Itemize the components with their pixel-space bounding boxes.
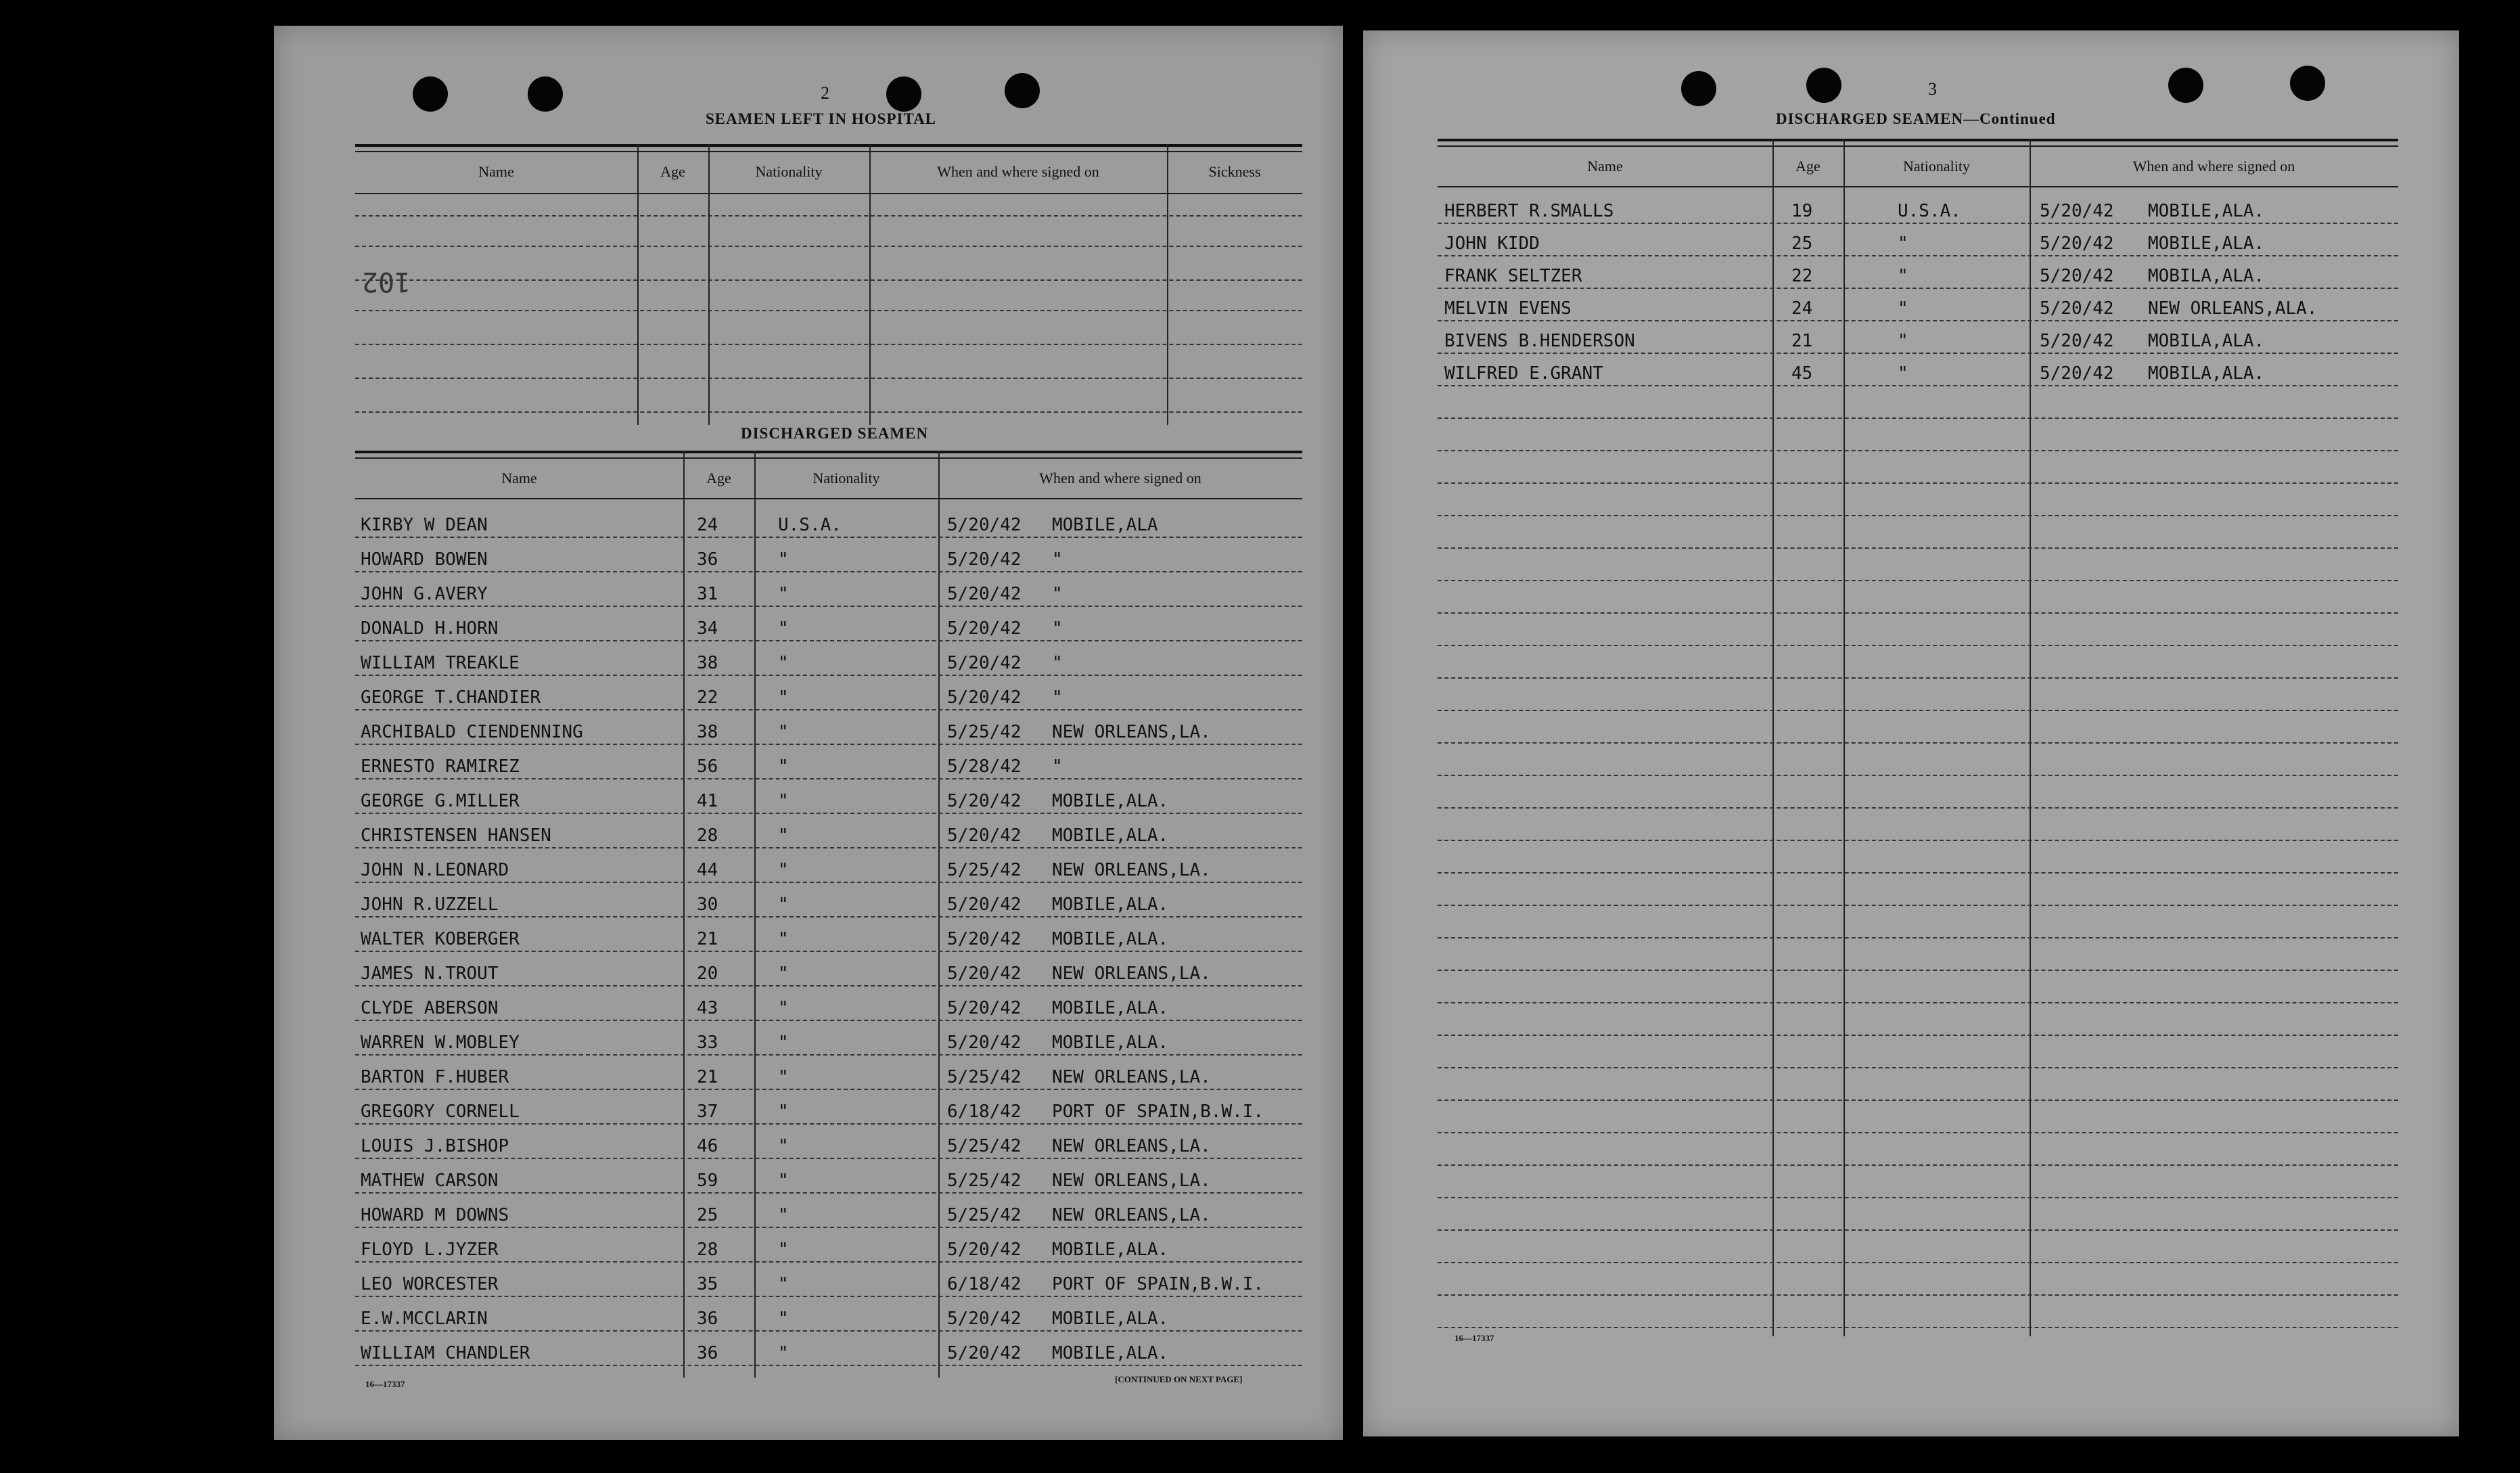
cell-nationality: " [778,964,789,984]
cell-name: JOHN G.AVERY [361,584,488,604]
col-header-age: Age [1795,158,1820,175]
col-header-nationality: Nationality [812,470,880,486]
cell-age: 46 [697,1136,718,1156]
punch-hole [1005,73,1040,108]
table-row [355,815,1302,850]
table-row [355,608,1302,643]
cell-date: 5/20/42 [2040,266,2114,286]
cell-place: MOBILE,ALA. [1052,791,1169,811]
cell-nationality: " [778,1274,789,1294]
discharged-table [355,451,1302,1378]
table-row [355,746,1302,781]
cell-date: 5/20/42 [947,1309,1022,1329]
cell-place: MOBILE,ALA. [1052,1240,1169,1260]
cell-date: 5/20/42 [947,618,1022,639]
cell-date: 5/25/42 [947,1171,1022,1191]
cell-nationality: " [778,860,789,880]
cell-age: 28 [697,825,718,846]
cell-age: 36 [697,1343,718,1363]
table-row [1438,323,2398,355]
table-row [355,1160,1302,1195]
cell-nationality: " [778,1102,789,1122]
table-row [355,919,1302,953]
cell-name: FLOYD L.JYZER [361,1240,499,1260]
table-row [355,539,1302,574]
cell-age: 20 [697,964,718,984]
right-page [1363,30,2459,1436]
cell-name: HOWARD BOWEN [361,549,488,570]
cell-date: 5/20/42 [947,687,1022,708]
punch-hole [2290,66,2325,101]
cell-nationality: " [778,584,789,604]
cell-name: WILLIAM TREAKLE [361,653,520,673]
cell-date: 5/20/42 [947,549,1022,570]
cell-place: " [1052,687,1063,708]
col-header-name: Name [1587,158,1623,175]
cell-date: 5/20/42 [947,825,1022,846]
cell-nationality: " [778,791,789,811]
table-row [1438,225,2398,258]
cell-place: NEW ORLEANS,LA. [1052,964,1211,984]
cell-place: " [1052,549,1063,570]
cell-name: WALTER KOBERGER [361,929,520,949]
cell-date: 5/20/42 [2040,298,2114,319]
cell-place: " [1052,618,1063,639]
punch-hole [1806,68,1841,103]
cell-date: 5/20/42 [947,1033,1022,1053]
discharged-section-title: DISCHARGED SEAMEN [741,425,929,442]
cell-name: LOUIS J.BISHOP [361,1136,509,1156]
cell-name: LEO WORCESTER [361,1274,499,1294]
table-row [355,677,1302,712]
cell-nationality: " [778,825,789,846]
table-row [355,884,1302,919]
cell-age: 19 [1791,201,1813,221]
cell-place: MOBILE,ALA. [1052,1343,1169,1363]
cell-nationality: " [778,1205,789,1225]
col-header-name: Name [501,470,537,486]
cell-date: 5/20/42 [2040,201,2114,221]
cell-nationality: U.S.A. [1898,201,1961,221]
cell-place: MOBILE,ALA. [1052,894,1169,915]
table-row [1438,355,2398,388]
cell-age: 28 [697,1240,718,1260]
col-header-name: Name [478,163,514,180]
col-header-nationality: Nationality [755,163,823,180]
cell-name: BARTON F.HUBER [361,1067,509,1087]
col-header-sickness: Sickness [1208,163,1261,180]
cell-name: WILFRED E.GRANT [1444,363,1603,384]
cell-nationality: " [778,1067,789,1087]
cell-nationality: " [778,722,789,742]
cell-name: MATHEW CARSON [361,1171,499,1191]
table-row [355,574,1302,608]
cell-date: 5/20/42 [947,894,1022,915]
punch-hole [1681,71,1716,106]
cell-date: 5/25/42 [947,1136,1022,1156]
cell-name: HOWARD M DOWNS [361,1205,509,1225]
cell-date: 5/20/42 [947,1240,1022,1260]
cell-date: 5/20/42 [947,929,1022,949]
cell-name: ERNESTO RAMIREZ [361,756,520,777]
cell-age: 43 [697,998,718,1018]
cell-date: 5/20/42 [947,1343,1022,1363]
table-row [355,988,1302,1022]
cell-nationality: " [778,618,789,639]
cell-date: 6/18/42 [947,1274,1022,1294]
table-row [355,1057,1302,1091]
cell-age: 24 [697,515,718,535]
col-header-signed-on: When and where signed on [1039,470,1201,486]
cell-date: 5/25/42 [947,1067,1022,1087]
cell-place: " [1052,653,1063,673]
cell-place: " [1052,756,1063,777]
cell-age: 22 [697,687,718,708]
cell-name: HERBERT R.SMALLS [1444,201,1614,221]
page-number: 3 [1928,79,1937,99]
table-row [355,505,1302,539]
cell-place: MOBILE,ALA. [2148,233,2265,254]
cell-place: MOBILE,ALA [1052,515,1158,535]
cell-nationality: " [778,1240,789,1260]
cell-name: JOHN R.UZZELL [361,894,499,915]
table-row [1438,258,2398,290]
cell-nationality: " [778,756,789,777]
cell-date: 5/25/42 [947,1205,1022,1225]
cell-place: MOBILA,ALA. [2148,363,2265,384]
cell-name: WILLIAM CHANDLER [361,1343,530,1363]
cell-nationality: " [778,1309,789,1329]
punch-hole [2168,68,2203,103]
cell-place: NEW ORLEANS,LA. [1052,860,1211,880]
cell-age: 44 [697,860,718,880]
table-row [355,643,1302,677]
cell-nationality: " [778,1136,789,1156]
cell-age: 24 [1791,298,1813,319]
cell-place: NEW ORLEANS,ALA. [2148,298,2318,319]
punch-hole [413,76,448,112]
cell-nationality: " [1898,363,1908,384]
cell-place: NEW ORLEANS,LA. [1052,1171,1211,1191]
cell-name: MELVIN EVENS [1444,298,1572,319]
cell-date: 5/20/42 [947,515,1022,535]
cell-place: NEW ORLEANS,LA. [1052,722,1211,742]
cell-name: KIRBY W DEAN [361,515,488,535]
cell-place: NEW ORLEANS,LA. [1052,1136,1211,1156]
col-header-age: Age [706,470,731,486]
cell-name: BIVENS B.HENDERSON [1444,331,1635,351]
table-row [355,712,1302,746]
cell-age: 25 [697,1205,718,1225]
cell-nationality: " [778,1171,789,1191]
cell-date: 5/20/42 [947,791,1022,811]
table-row [355,1022,1302,1057]
hospital-table [355,144,1302,425]
table-row [1438,193,2398,225]
cell-age: 56 [697,756,718,777]
table-row [355,781,1302,815]
cell-nationality: " [778,1033,789,1053]
table-row [1438,290,2398,323]
cell-name: GREGORY CORNELL [361,1102,520,1122]
cell-place: MOBILE,ALA. [1052,998,1169,1018]
cell-date: 5/20/42 [2040,233,2114,254]
cell-place: " [1052,584,1063,604]
table-row [355,1229,1302,1264]
cell-name: GEORGE G.MILLER [361,791,520,811]
cell-age: 21 [697,1067,718,1087]
left-page [274,26,1343,1440]
cell-date: 5/20/42 [947,653,1022,673]
cell-place: MOBILE,ALA. [2148,201,2265,221]
cell-name: JAMES N.TROUT [361,964,499,984]
discharged-continued-table [1438,139,2398,1336]
cell-age: 41 [697,791,718,811]
cell-nationality: " [778,894,789,915]
cell-date: 5/20/42 [2040,363,2114,384]
cell-name: JOHN N.LEONARD [361,860,509,880]
cell-nationality: " [778,653,789,673]
cell-age: 38 [697,722,718,742]
cell-nationality: " [778,549,789,570]
cell-place: NEW ORLEANS,LA. [1052,1205,1211,1225]
punch-hole [528,76,563,112]
cell-date: 5/28/42 [947,756,1022,777]
cell-place: MOBILA,ALA. [2148,331,2265,351]
table-row [355,1091,1302,1126]
cell-date: 5/20/42 [2040,331,2114,351]
cell-nationality: " [1898,298,1908,319]
hospital-section-title: SEAMEN LEFT IN HOSPITAL [706,110,937,127]
cell-name: FRANK SELTZER [1444,266,1582,286]
cell-place: MOBILE,ALA. [1052,1309,1169,1329]
table-row [355,1195,1302,1229]
faint-stamp-mark: 102 [362,266,411,297]
table-row [355,1298,1302,1333]
cell-nationality: " [778,929,789,949]
cell-nationality: " [778,687,789,708]
cell-age: 34 [697,618,718,639]
cell-date: 5/20/42 [947,964,1022,984]
cell-nationality: " [1898,233,1908,254]
cell-name: GEORGE T.CHANDIER [361,687,541,708]
cell-name: E.W.MCCLARIN [361,1309,488,1329]
cell-age: 30 [697,894,718,915]
col-header-age: Age [660,163,685,180]
cell-place: PORT OF SPAIN,B.W.I. [1052,1102,1264,1122]
table-row [355,1264,1302,1298]
cell-name: CHRISTENSEN HANSEN [361,825,551,846]
cell-age: 37 [697,1102,718,1122]
cell-name: JOHN KIDD [1444,233,1540,254]
discharged-continued-title: DISCHARGED SEAMEN—Continued [1776,110,2056,127]
cell-place: MOBILE,ALA. [1052,929,1169,949]
cell-date: 5/25/42 [947,860,1022,880]
form-number: 16—17337 [1454,1333,1494,1343]
cell-age: 33 [697,1033,718,1053]
cell-nationality: " [1898,266,1908,286]
cell-age: 31 [697,584,718,604]
cell-date: 5/20/42 [947,998,1022,1018]
cell-age: 21 [1791,331,1813,351]
cell-nationality: " [778,1343,789,1363]
cell-age: 21 [697,929,718,949]
cell-age: 45 [1791,363,1813,384]
col-header-nationality: Nationality [1903,158,1970,175]
col-header-signed-on: When and where signed on [2132,158,2295,175]
cell-place: PORT OF SPAIN,B.W.I. [1052,1274,1264,1294]
cell-place: NEW ORLEANS,LA. [1052,1067,1211,1087]
cell-age: 38 [697,653,718,673]
cell-age: 59 [697,1171,718,1191]
cell-name: WARREN W.MOBLEY [361,1033,520,1053]
table-row [355,850,1302,884]
cell-name: ARCHIBALD CIENDENNING [361,722,583,742]
cell-name: CLYDE ABERSON [361,998,499,1018]
cell-place: MOBILE,ALA. [1052,1033,1169,1053]
cell-nationality: U.S.A. [778,515,842,535]
cell-nationality: " [778,998,789,1018]
cell-age: 36 [697,1309,718,1329]
cell-date: 5/20/42 [947,584,1022,604]
cell-nationality: " [1898,331,1908,351]
punch-hole [886,76,921,112]
cell-date: 5/25/42 [947,722,1022,742]
cell-age: 36 [697,549,718,570]
cell-age: 25 [1791,233,1813,254]
table-row [355,1333,1302,1367]
cell-place: MOBILE,ALA. [1052,825,1169,846]
cell-date: 6/18/42 [947,1102,1022,1122]
continued-note: [CONTINUED ON NEXT PAGE] [1115,1374,1243,1384]
cell-place: MOBILA,ALA. [2148,266,2265,286]
table-row [355,953,1302,988]
cell-age: 22 [1791,266,1813,286]
cell-age: 35 [697,1274,718,1294]
cell-name: DONALD H.HORN [361,618,499,639]
page-number: 2 [821,83,829,103]
table-row [355,1126,1302,1160]
col-header-signed-on: When and where signed on [937,163,1099,180]
form-number: 16—17337 [365,1379,405,1389]
